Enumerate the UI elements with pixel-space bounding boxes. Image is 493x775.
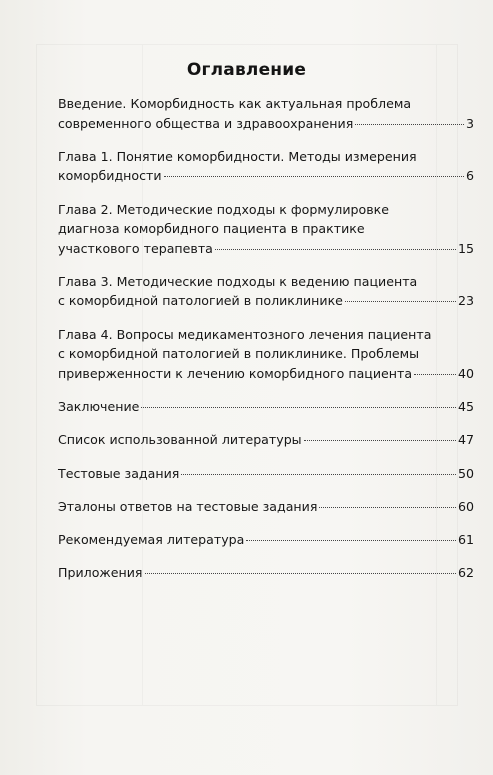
toc-entry-line: Глава 2. Методические подходы к формулировке [58, 201, 390, 217]
toc-entry-chapter-4[interactable] [58, 325, 474, 384]
toc-entry-last-line [58, 397, 474, 417]
toc-entry-chapter-2[interactable] [58, 200, 474, 259]
toc-page-number: 6 [465, 168, 474, 184]
toc-entry-answer-keys[interactable] [58, 497, 474, 517]
toc-page-number: 60 [457, 498, 474, 514]
toc-entry-last-line [58, 364, 474, 384]
toc-entry-line: Глава 3. Методические подходы к ведению пациента [58, 273, 418, 289]
toc-entry-last-line [58, 291, 474, 311]
dot-leader [319, 507, 456, 508]
dot-leader [145, 573, 456, 574]
toc-entry-line: приверженности к лечению коморбидного пациента [58, 365, 413, 381]
toc-entry-introduction[interactable] [58, 94, 474, 133]
dot-leader [181, 474, 456, 475]
toc-page-number: 47 [457, 432, 474, 448]
dot-leader [141, 407, 456, 408]
dot-leader [304, 440, 456, 441]
toc-entry-line: диагноза коморбидного пациента в практике [58, 221, 365, 237]
dot-leader [355, 124, 464, 125]
toc-entry-last-line [58, 563, 474, 583]
toc-entry-chapter-1[interactable] [58, 147, 474, 186]
toc-entry-line: современного общества и здравоохранения [58, 115, 354, 131]
toc-entry-line: Эталоны ответов на тестовые задания [58, 498, 318, 514]
toc-entry-recommended-reading[interactable] [58, 530, 474, 550]
toc-entry-last-line [58, 239, 474, 259]
toc-entry-chapter-3[interactable] [58, 272, 474, 311]
dot-leader [414, 374, 456, 375]
toc-entry-line: коморбидности [58, 168, 162, 184]
dot-leader [246, 540, 456, 541]
toc-page-number: 45 [457, 398, 474, 414]
toc-entry-last-line [58, 530, 474, 550]
toc-entry-conclusion[interactable] [58, 397, 474, 417]
dot-leader [215, 249, 456, 250]
toc-entry-line: с коморбидной патологией в поликлинике [58, 293, 343, 309]
toc-entry-line: Список использованной литературы [58, 432, 302, 448]
toc-entry-references[interactable] [58, 430, 474, 450]
toc-page-number: 23 [457, 293, 474, 309]
toc-page-number: 50 [457, 465, 474, 481]
toc-entry-line: Рекомендуемая литература [58, 532, 245, 548]
toc-entry-line: Введение. Коморбидность как актуальная проблема [58, 96, 412, 111]
dot-leader [345, 301, 456, 302]
toc-page-number: 62 [457, 565, 474, 581]
toc-entry-last-line [58, 464, 474, 484]
toc-entry-line: участкового терапевта [58, 240, 213, 256]
toc-entry-line: Приложения [58, 565, 143, 581]
dot-leader [164, 176, 464, 177]
toc-entry-line: Глава 1. Понятие коморбидности. Методы измерения [58, 148, 417, 164]
page-title: Оглавление [186, 60, 307, 80]
toc-entry-last-line [58, 497, 474, 517]
toc-entry-line: Тестовые задания [58, 465, 180, 481]
toc-entry-last-line [58, 430, 474, 450]
toc-page-number: 61 [457, 532, 474, 548]
toc-page-number: 3 [465, 115, 474, 131]
toc-page-number: 15 [457, 240, 474, 256]
toc-entry-last-line [58, 114, 474, 134]
table-of-contents [58, 94, 474, 597]
toc-entry-line: с коморбидной патологией в поликлинике. Проблемы [58, 346, 420, 362]
toc-entry-last-line [58, 166, 474, 186]
toc-entry-test-tasks[interactable] [58, 464, 474, 484]
toc-entry-appendices[interactable] [58, 563, 474, 583]
toc-entry-line: Заключение [58, 398, 140, 414]
toc-page-number: 40 [457, 365, 474, 381]
toc-entry-line: Глава 4. Вопросы медикаментозного лечения пациента [58, 326, 432, 342]
